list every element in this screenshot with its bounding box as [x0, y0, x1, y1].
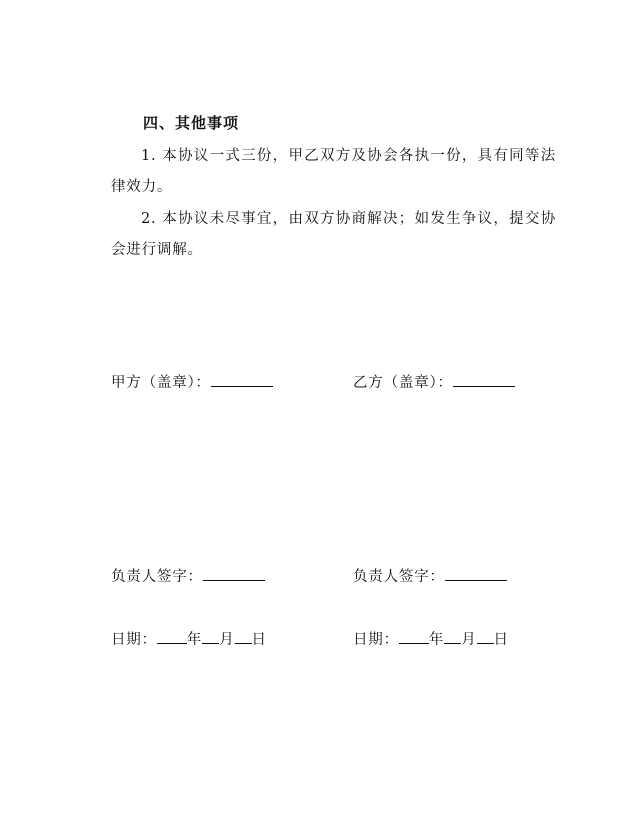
party-b-signature-line: [353, 564, 507, 588]
party-a-year-blank[interactable]: [157, 627, 187, 644]
party-b-year-label: 年: [428, 632, 445, 648]
clause-1: 1. 本协议一式三份，甲乙双方及协会各执一份，具有同等法律效力。: [111, 148, 556, 195]
party-a-day-label: 日: [251, 632, 267, 648]
party-a-seal-label: 甲方（盖章）：: [111, 375, 211, 391]
party-a-month-label: 月: [219, 632, 235, 648]
party-a-signature-label: 负责人签字：: [111, 569, 203, 585]
party-a-year-label: 年: [186, 632, 203, 648]
party-b-seal-blank[interactable]: [453, 370, 515, 387]
party-b-signature-blank[interactable]: [445, 564, 507, 581]
party-a-day-blank[interactable]: [235, 627, 252, 644]
party-a-signature-blank[interactable]: [203, 564, 265, 581]
party-b-month-blank[interactable]: [444, 627, 461, 644]
party-b-month-label: 月: [461, 632, 477, 648]
clause-2: 2. 本协议未尽事宜，由双方协商解决；如发生争议，提交协会进行调解。: [111, 211, 556, 258]
section-heading: 四、其他事项: [143, 114, 240, 132]
party-b-seal-line: [353, 370, 515, 394]
party-b-date-line: [353, 627, 509, 651]
party-b-signature-label: 负责人签字：: [353, 569, 445, 585]
party-a-date-line: [111, 627, 267, 651]
party-b-day-blank[interactable]: [477, 627, 494, 644]
party-b-day-label: 日: [493, 632, 509, 648]
party-a-date-label: 日期：: [111, 632, 157, 648]
party-a-signature-line: [111, 564, 265, 588]
party-b-year-blank[interactable]: [399, 627, 429, 644]
party-a-seal-line: [111, 370, 273, 394]
party-b-seal-label: 乙方（盖章）：: [353, 375, 453, 391]
party-a-month-blank[interactable]: [202, 627, 219, 644]
party-a-seal-blank[interactable]: [211, 370, 273, 387]
party-b-date-label: 日期：: [353, 632, 399, 648]
